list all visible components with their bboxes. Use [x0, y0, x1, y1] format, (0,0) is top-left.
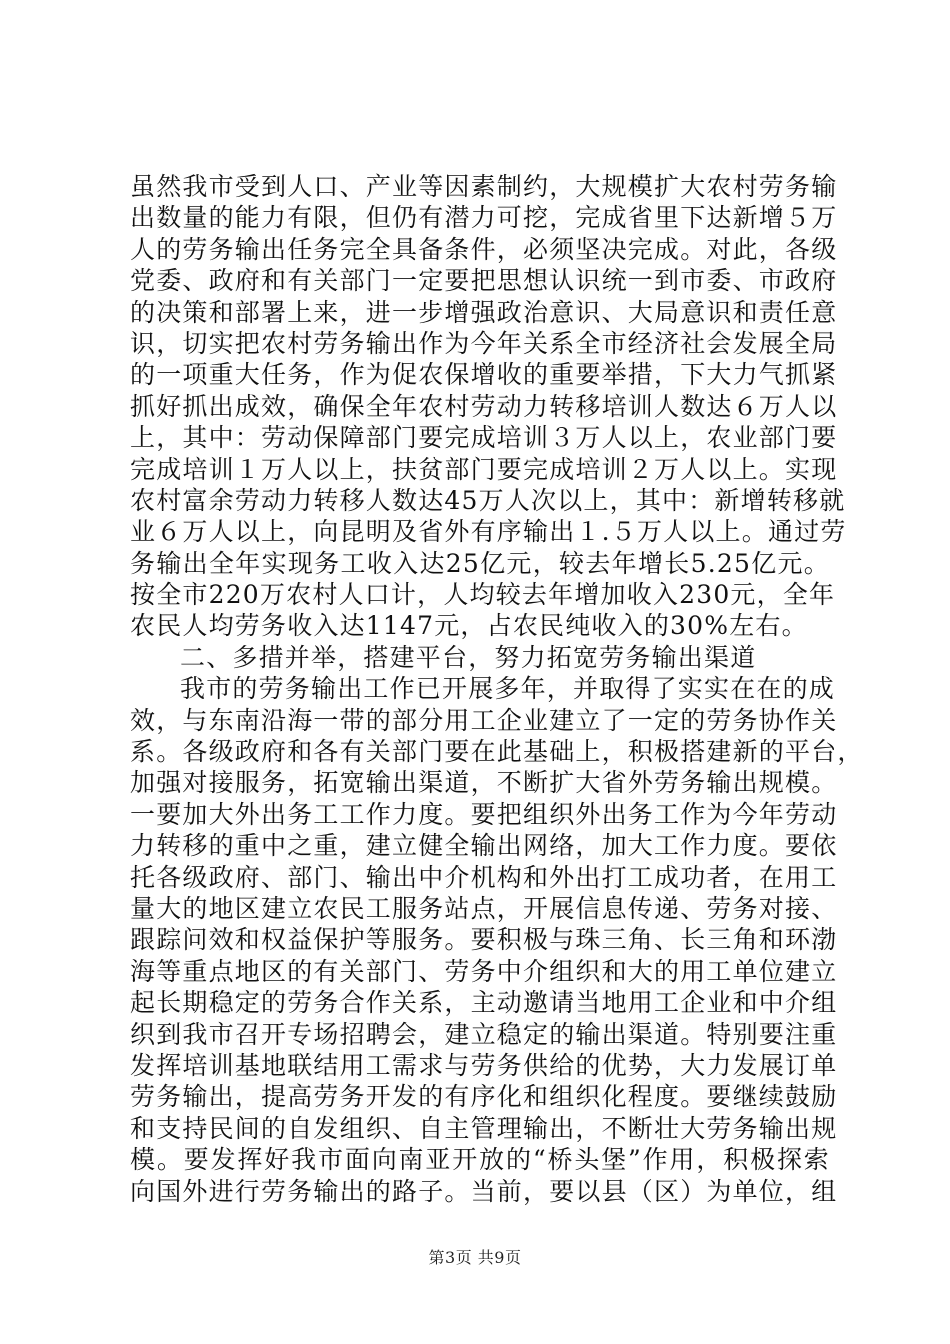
text-line: 向国外进行劳务输出的路子。当前，要以县（区）为单位，组 — [130, 1176, 838, 1206]
text-line: 人的劳务输出任务完全具备条件，必须坚决完成。对此，各级 — [130, 234, 838, 264]
text-line: 海等重点地区的有关部门、劳务中介组织和大的用工单位建立 — [130, 956, 838, 986]
text-line: 劳务输出，提高劳务开发的有序化和组织化程度。要继续鼓励 — [130, 1082, 838, 1112]
body-text — [130, 171, 864, 1207]
text-line: 出数量的能力有限，但仍有潜力可挖，完成省里下达新增５万 — [130, 203, 838, 233]
text-line: 和支持民间的自发组织、自主管理输出，不断壮大劳务输出规 — [130, 1113, 838, 1143]
text-line: 党委、政府和有关部门一定要把思想认识统一到市委、市政府 — [130, 266, 838, 296]
paragraph-income-targets — [130, 171, 847, 642]
text-line: 虽然我市受到人口、产业等因素制约，大规模扩大农村劳务输 — [130, 172, 838, 201]
text-line: 发挥培训基地联结用工需求与劳务供给的优势，大力发展订单 — [130, 1050, 838, 1080]
text-line: 加强对接服务，拓宽输出渠道，不断扩大省外劳务输出规模。 — [130, 768, 838, 798]
paragraph-labor-channels — [130, 673, 864, 1207]
text-line: 模。要发挥好我市面向南亚开放的“桥头堡”作用，积极探索 — [130, 1145, 830, 1175]
text-line: 我市的劳务输出工作已开展多年，并取得了实实在在的成 — [180, 674, 836, 704]
text-line: 力转移的重中之重，建立健全输出网络，加大工作力度。要依 — [130, 831, 838, 861]
text-line: 识，切实把农村劳务输出作为今年关系全市经济社会发展全局 — [130, 328, 838, 358]
text-line: 农村富余劳动力转移人数达45万人次以上，其中：新增转移就 — [130, 485, 846, 515]
text-line: 业６万人以上，向昆明及省外有序输出１.５万人以上。通过劳 — [130, 517, 847, 547]
text-line: 量大的地区建立农民工服务站点，开展信息传递、劳务对接、 — [130, 893, 838, 923]
text-line: 一要加大外出务工工作力度。要把组织外出务工作为今年劳动 — [130, 799, 838, 829]
text-line: 的决策和部署上来，进一步增强政治意识、大局意识和责任意 — [130, 297, 838, 327]
text-line: 上，其中：劳动保障部门要完成培训３万人以上，农业部门要 — [130, 423, 838, 453]
text-line: 托各级政府、部门、输出中介机构和外出打工成功者，在用工 — [130, 862, 838, 892]
text-line: 农民人均劳务收入达1147元，占农民纯收入的30%左右。 — [130, 611, 808, 641]
text-line: 织到我市召开专场招聘会，建立稳定的输出渠道。特别要注重 — [130, 1019, 838, 1049]
section-heading — [130, 642, 830, 673]
text-line: 完成培训１万人以上，扶贫部门要完成培训２万人以上。实现 — [130, 454, 838, 484]
text-line: 系。各级政府和各有关部门要在此基础上，积极搭建新的平台， — [130, 737, 864, 767]
text-line: 起长期稳定的劳务合作关系，主动邀请当地用工企业和中介组 — [130, 988, 838, 1018]
text-line: 效，与东南沿海一带的部分用工企业建立了一定的劳务协作关 — [130, 705, 838, 735]
page-number-footer: 第3页 共9页 — [428, 1248, 522, 1267]
text-line: 按全市220万农村人口计，人均较去年增加收入230元，全年 — [130, 580, 836, 610]
heading-line: 二、多措并举，搭建平台，努力拓宽劳务输出渠道 — [180, 642, 757, 672]
text-line: 抓好抓出成效，确保全年农村劳动力转移培训人数达６万人以 — [130, 391, 838, 421]
text-line: 跟踪问效和权益保护等服务。要积极与珠三角、长三角和环渤 — [130, 925, 838, 955]
text-line: 务输出全年实现务工收入达25亿元，较去年增长5.25亿元。 — [130, 548, 830, 578]
text-line: 的一项重大任务，作为促农保增收的重要举措，下大力气抓紧 — [130, 360, 838, 390]
